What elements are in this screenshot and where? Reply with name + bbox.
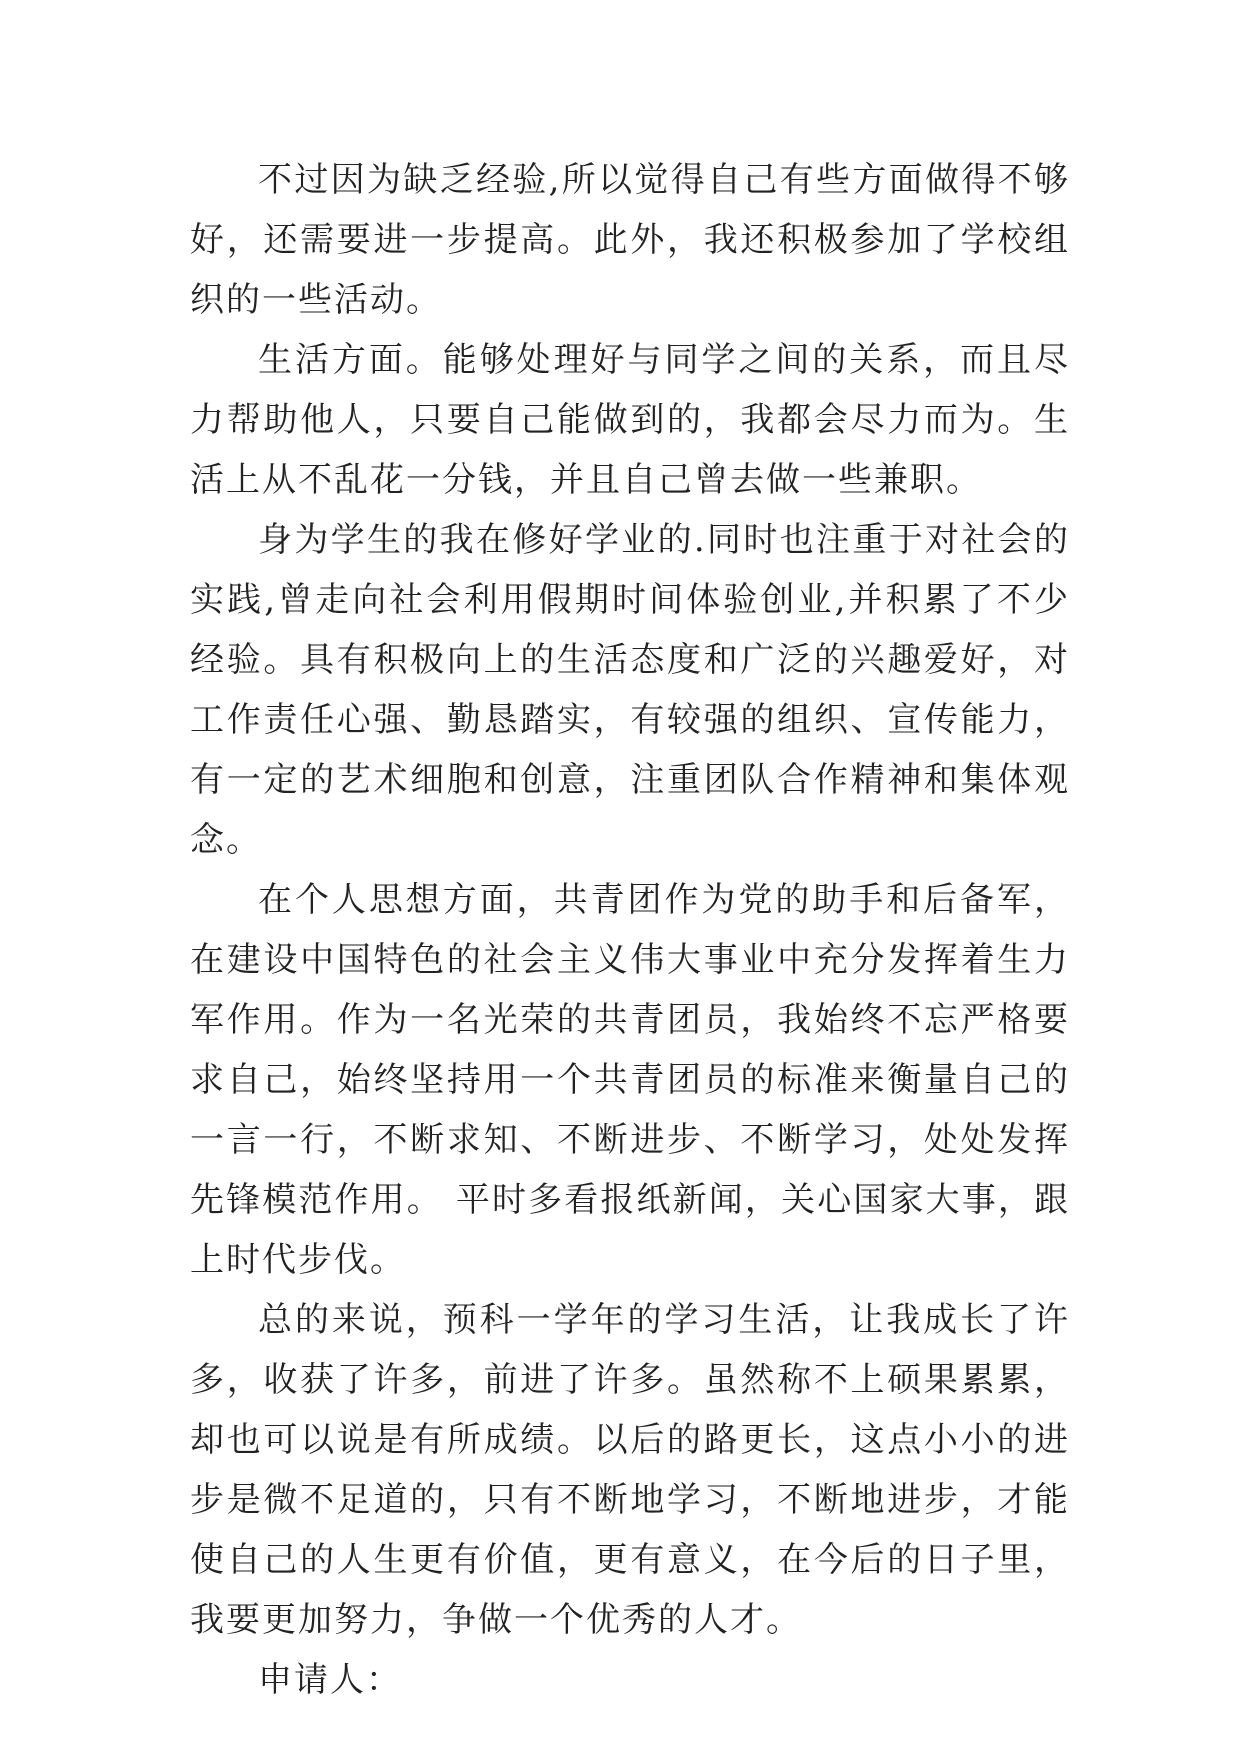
- paragraph-5: 总的来说，预科一学年的学习生活，让我成长了许多，收获了许多，前进了许多。虽然称不上硕果累累，却也可以说是有所成绩。以后的路更长，这点小小的进步是微不足道的，只有不断地学习，不断地进步，才能使自己的人生更有价值，更有意义，在今后的日子里，我要更加努力，争做一个优秀的人才。: [190, 1300, 1070, 1640]
- paragraph-3: 身为学生的我在修好学业的.同时也注重于对社会的实践,曾走向社会利用假期时间体验创业,并积累了不少经验。具有积极向上的生活态度和广泛的兴趣爱好，对工作责任心强、勤恳踏实，有较强的组织、宣传能力，有一定的艺术细胞和创意，注重团队合作精神和集体观念。: [190, 520, 1070, 860]
- paragraph-2: 生活方面。能够处理好与同学之间的关系，而且尽力帮助他人，只要自己能做到的，我都会尽力而为。生活上从不乱花一分钱，并且自己曾去做一些兼职。: [190, 340, 1070, 500]
- document-body: [190, 150, 1070, 1710]
- paragraph-4: 在个人思想方面，共青团作为党的助手和后备军，在建设中国特色的社会主义伟大事业中充分发挥着生力军作用。作为一名光荣的共青团员，我始终不忘严格要求自己，始终坚持用一个共青团员的标准来衡量自己的一言一行，不断求知、不断进步、不断学习，处处发挥先锋模范作用。 平时多看报纸新闻，关心国家大事，跟上时代步伐。: [190, 880, 1070, 1280]
- paragraph-1: 不过因为缺乏经验,所以觉得自己有些方面做得不够好，还需要进一步提高。此外，我还积极参加了学校组织的一些活动。: [190, 160, 1070, 320]
- signature-line: 申请人：: [258, 1660, 402, 1700]
